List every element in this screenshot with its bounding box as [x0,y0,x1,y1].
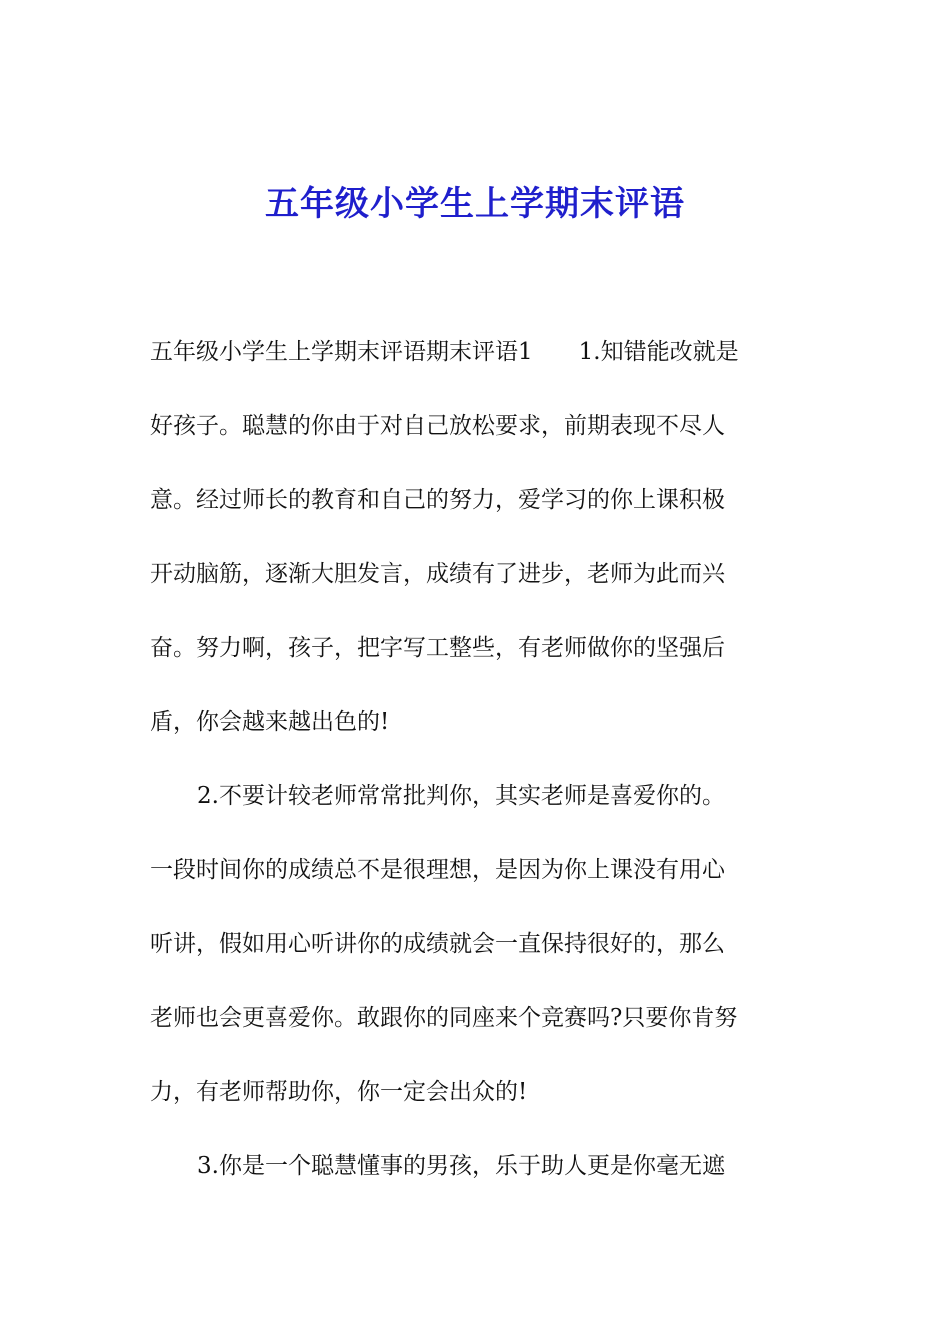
body-line: 奋。努力啊，孩子，把字写工整些，有老师做你的坚强后 [150,635,725,661]
body-line: 2.不要计较老师常常批判你，其实老师是喜爱你的。 [197,783,725,809]
body-line: 开动脑筋，逐渐大胆发言，成绩有了进步，老师为此而兴 [150,561,725,587]
body-line: 五年级小学生上学期末评语期末评语1 1.知错能改就是 [150,339,739,365]
body-line: 力，有老师帮助你，你一定会出众的! [150,1079,528,1105]
body-line: 盾，你会越来越出色的! [150,709,390,735]
body-line: 意。经过师长的教育和自己的努力，爱学习的你上课积极 [150,487,725,513]
body-line: 一段时间你的成绩总不是很理想，是因为你上课没有用心 [150,857,725,883]
body-line: 好孩子。聪慧的你由于对自己放松要求，前期表现不尽人 [150,413,725,439]
document-title: 五年级小学生上学期末评语 [265,184,685,224]
body-line: 3.你是一个聪慧懂事的男孩，乐于助人更是你毫无遮 [197,1153,725,1179]
body-line: 老师也会更喜爱你。敢跟你的同座来个竞赛吗?只要你肯努 [150,1005,738,1031]
body-line: 听讲，假如用心听讲你的成绩就会一直保持很好的，那么 [150,931,725,957]
